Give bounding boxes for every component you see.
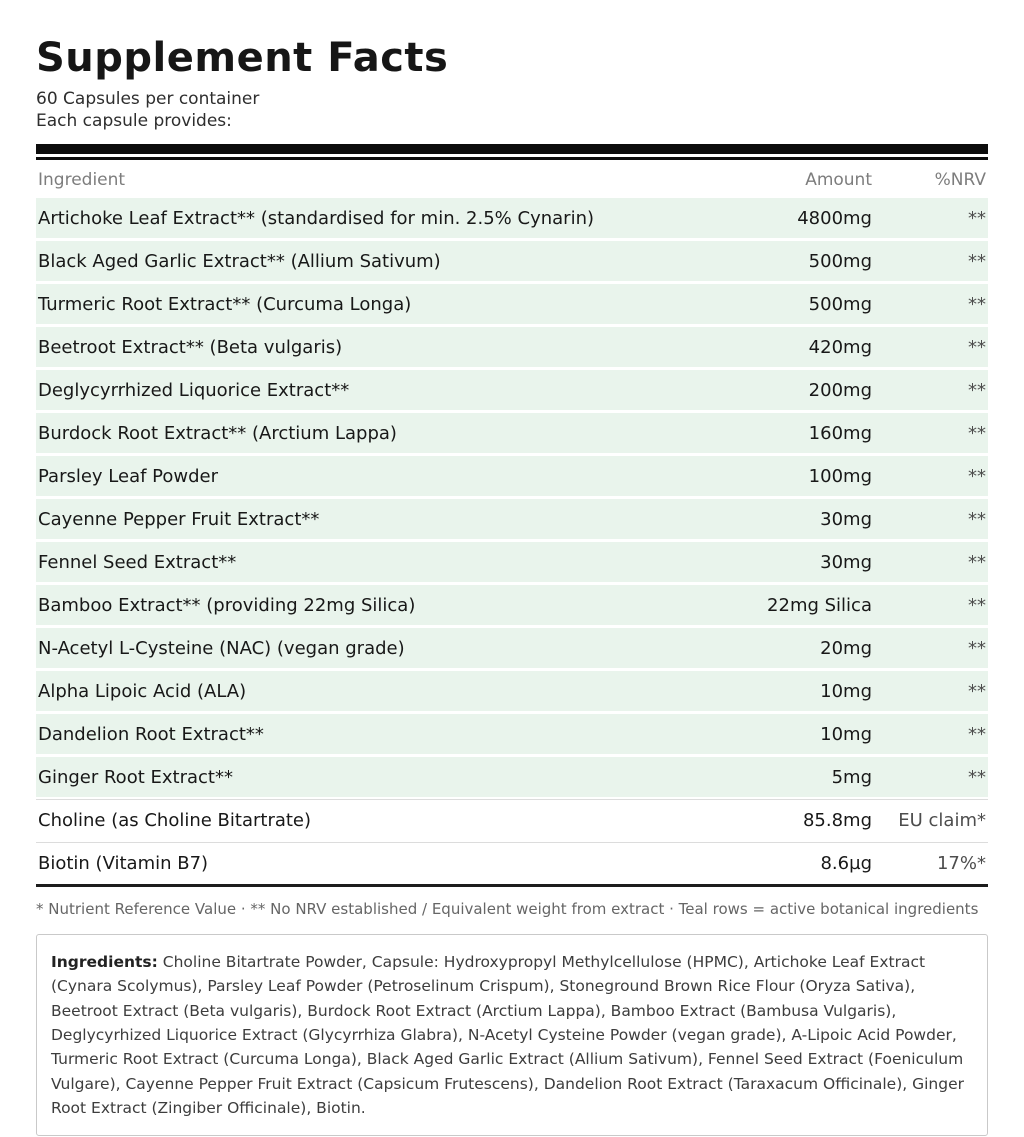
- table-row: [36, 585, 988, 625]
- divider-thick-rule: [36, 144, 988, 154]
- ingredient-nrv: **: [968, 680, 986, 702]
- ingredient-nrv: **: [968, 336, 986, 358]
- table-row: [36, 542, 988, 582]
- table-row: [36, 628, 988, 668]
- ingredient-name: Fennel Seed Extract**: [38, 551, 237, 573]
- table-row: [36, 800, 988, 840]
- ingredient-amount: 100mg: [808, 465, 872, 487]
- table-row: [36, 671, 988, 711]
- ingredient-amount: 8.6µg: [820, 852, 872, 874]
- table-header-row: [36, 160, 988, 198]
- ingredient-nrv: **: [968, 594, 986, 616]
- ingredient-nrv: **: [968, 551, 986, 573]
- ingredient-table: [36, 198, 988, 883]
- ingredient-name: Beetroot Extract** (Beta vulgaris): [38, 336, 343, 358]
- ingredient-nrv: **: [968, 422, 986, 444]
- table-row: [36, 843, 988, 883]
- table-row: [36, 499, 988, 539]
- ingredient-name: N-Acetyl L-Cysteine (NAC) (vegan grade): [38, 637, 405, 659]
- table-row: [36, 714, 988, 754]
- ingredient-amount: 4800mg: [797, 207, 872, 229]
- ingredients-label: Ingredients:: [51, 953, 158, 971]
- ingredient-nrv: **: [968, 723, 986, 745]
- ingredient-amount: 30mg: [820, 551, 872, 573]
- ingredient-nrv: **: [968, 293, 986, 315]
- ingredient-name: Artichoke Leaf Extract** (standardised for min. 2.5% Cynarin): [38, 207, 594, 229]
- table-row: [36, 757, 988, 797]
- ingredient-name: Turmeric Root Extract** (Curcuma Longa): [38, 293, 412, 315]
- divider-bottom-rule: [36, 884, 988, 887]
- ingredients-text: Choline Bitartrate Powder, Capsule: Hydroxypropyl Methylcellulose (HPMC), Artichoke Leaf Extract (Cynara Scolymus), Parsley Leaf Powder (Petroselinum Crispum), Stoneground Brown Rice Flour (Oryza Sativa), Beetroot Extract (Beta vulgaris), Burdock Root Extract (Arctium Lappa), Bamboo Extract (Bambusa Vulgaris), Deglycyrhized Liquorice Extract (Glycyrrhiza Glabra), N-Acetyl Cysteine Powder (vegan grade), A-Lipoic Acid Powder, Turmeric Root Extract (Curcuma Longa), Black Aged Garlic Extract (Allium Sativum), Fennel Seed Extract (Foeniculum Vulgare), Cayenne Pepper Fruit Extract (Capsicum Frutescens), Dandelion Root Extract (Taraxacum Officinale), Ginger Root Extract (Zingiber Officinale), Biotin.: [51, 953, 964, 1117]
- ingredient-nrv: **: [968, 250, 986, 272]
- ingredient-nrv: 17%*: [936, 852, 986, 874]
- ingredient-amount: 420mg: [808, 336, 872, 358]
- ingredient-amount: 5mg: [831, 766, 872, 788]
- ingredient-nrv: **: [968, 379, 986, 401]
- ingredient-name: Black Aged Garlic Extract** (Allium Sativum): [38, 250, 441, 272]
- ingredient-amount: 10mg: [820, 723, 872, 745]
- table-row: [36, 284, 988, 324]
- ingredient-amount: 20mg: [820, 637, 872, 659]
- ingredients-box: [36, 934, 988, 1136]
- table-row: [36, 456, 988, 496]
- table-row: [36, 198, 988, 238]
- servings-line: 60 Capsules per container: [36, 89, 260, 109]
- ingredient-nrv: **: [968, 766, 986, 788]
- ingredient-nrv: **: [968, 637, 986, 659]
- footnote-text: * Nutrient Reference Value · ** No NRV established / Equivalent weight from extract · Teal rows = active botanical ingredients: [36, 900, 979, 918]
- ingredient-nrv: **: [968, 465, 986, 487]
- column-header-nrv: %NRV: [934, 170, 986, 190]
- ingredient-amount: 500mg: [808, 293, 872, 315]
- ingredient-name: Choline (as Choline Bitartrate): [38, 809, 312, 831]
- ingredient-amount: 30mg: [820, 508, 872, 530]
- ingredient-name: Deglycyrrhized Liquorice Extract**: [38, 379, 350, 401]
- ingredient-nrv: **: [968, 207, 986, 229]
- ingredient-amount: 22mg Silica: [767, 594, 872, 616]
- page-title: Supplement Facts: [36, 35, 449, 81]
- table-row: [36, 327, 988, 367]
- ingredient-name: Bamboo Extract** (providing 22mg Silica): [38, 594, 416, 616]
- column-header-amount: Amount: [805, 170, 872, 190]
- ingredient-nrv: **: [968, 508, 986, 530]
- table-row: [36, 370, 988, 410]
- ingredient-amount: 10mg: [820, 680, 872, 702]
- provides-line: Each capsule provides:: [36, 111, 232, 131]
- ingredient-amount: 160mg: [808, 422, 872, 444]
- ingredient-amount: 200mg: [808, 379, 872, 401]
- ingredient-name: Burdock Root Extract** (Arctium Lappa): [38, 422, 397, 444]
- ingredient-name: Alpha Lipoic Acid (ALA): [38, 680, 247, 702]
- ingredient-amount: 85.8mg: [802, 809, 872, 831]
- ingredient-name: Cayenne Pepper Fruit Extract**: [38, 508, 320, 530]
- table-row: [36, 413, 988, 453]
- ingredient-amount: 500mg: [808, 250, 872, 272]
- ingredient-name: Dandelion Root Extract**: [38, 723, 264, 745]
- ingredient-name: Biotin (Vitamin B7): [38, 852, 209, 874]
- ingredient-name: Parsley Leaf Powder: [38, 465, 219, 487]
- ingredient-nrv: EU claim*: [898, 809, 986, 831]
- ingredient-name: Ginger Root Extract**: [38, 766, 233, 788]
- table-row: [36, 241, 988, 281]
- column-header-ingredient: Ingredient: [38, 170, 126, 190]
